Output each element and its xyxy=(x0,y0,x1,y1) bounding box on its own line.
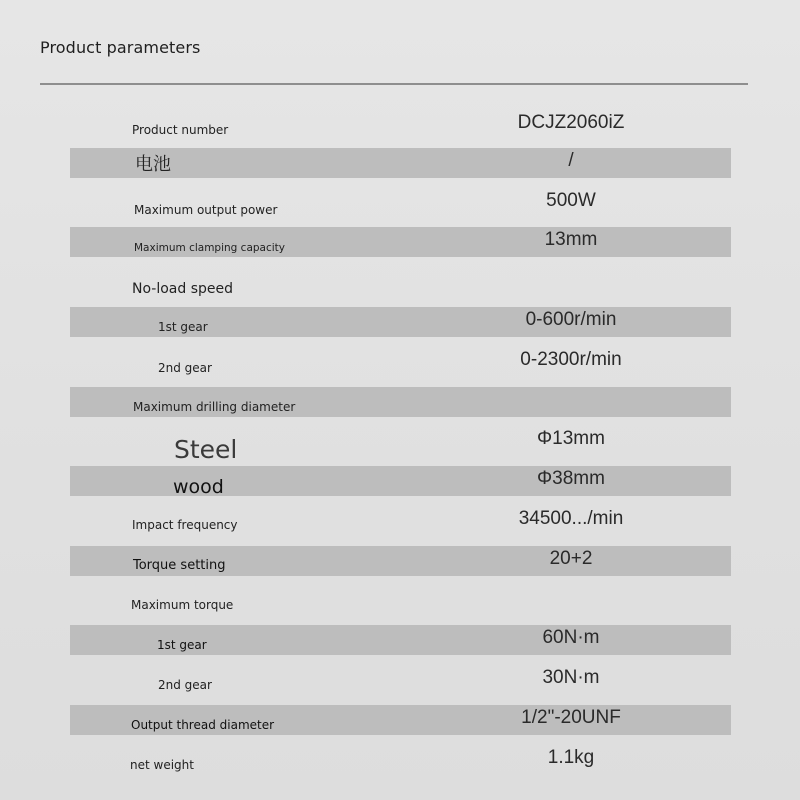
table-row xyxy=(70,466,731,506)
param-value xyxy=(451,267,691,297)
param-value: Φ13mm xyxy=(537,428,605,450)
param-label: No-load speed xyxy=(132,281,234,298)
table-row xyxy=(70,227,731,267)
param-label: Maximum clamping capacity xyxy=(134,242,285,255)
param-label: 2nd gear xyxy=(158,678,212,693)
param-value: / xyxy=(568,149,574,171)
table-row xyxy=(70,267,731,307)
param-label: Maximum output power xyxy=(134,202,278,217)
table-row xyxy=(70,705,731,745)
param-label: Maximum drilling diameter xyxy=(133,399,296,414)
table-row xyxy=(70,586,731,626)
param-value xyxy=(451,586,691,616)
table-row xyxy=(70,148,731,188)
param-label: Torque setting xyxy=(133,558,226,574)
param-value: 20+2 xyxy=(549,547,593,569)
table-row xyxy=(70,625,731,665)
param-value: 1.1kg xyxy=(547,746,595,768)
table-row xyxy=(70,426,731,466)
param-value: 30N·m xyxy=(542,667,600,689)
param-label: Maximum torque xyxy=(131,597,234,612)
param-value: Φ38mm xyxy=(537,468,605,490)
table-row xyxy=(70,506,731,546)
table-row xyxy=(70,188,731,228)
param-label: 1st gear xyxy=(158,319,208,334)
param-value: DCJZ2060iZ xyxy=(517,112,625,133)
param-label: Impact frequency xyxy=(132,517,238,532)
table-row xyxy=(70,387,731,427)
param-label: net weight xyxy=(130,757,194,772)
param-label: wood xyxy=(173,476,224,499)
param-label: 2nd gear xyxy=(158,360,212,375)
param-value: 1/2"-20UNF xyxy=(521,706,621,728)
param-value: 0-600r/min xyxy=(525,308,617,330)
page-title: Product parameters xyxy=(40,38,201,57)
param-value xyxy=(451,387,691,417)
table-row xyxy=(70,745,731,785)
param-label: Steel xyxy=(174,434,238,464)
param-label: 电池 xyxy=(135,153,171,175)
table-row xyxy=(70,307,731,347)
parameters-table xyxy=(70,108,731,785)
table-row xyxy=(70,546,731,586)
param-value: 0-2300r/min xyxy=(520,348,622,370)
param-label: 1st gear xyxy=(157,638,207,653)
title-divider xyxy=(40,83,748,85)
param-label: Output thread diameter xyxy=(131,717,275,732)
table-row xyxy=(70,665,731,705)
param-label: Product number xyxy=(132,123,229,137)
table-row xyxy=(70,347,731,387)
param-value: 34500.../min xyxy=(518,507,624,529)
param-value: 500W xyxy=(546,189,596,211)
param-value: 60N·m xyxy=(542,627,600,649)
param-value: 13mm xyxy=(544,229,598,251)
